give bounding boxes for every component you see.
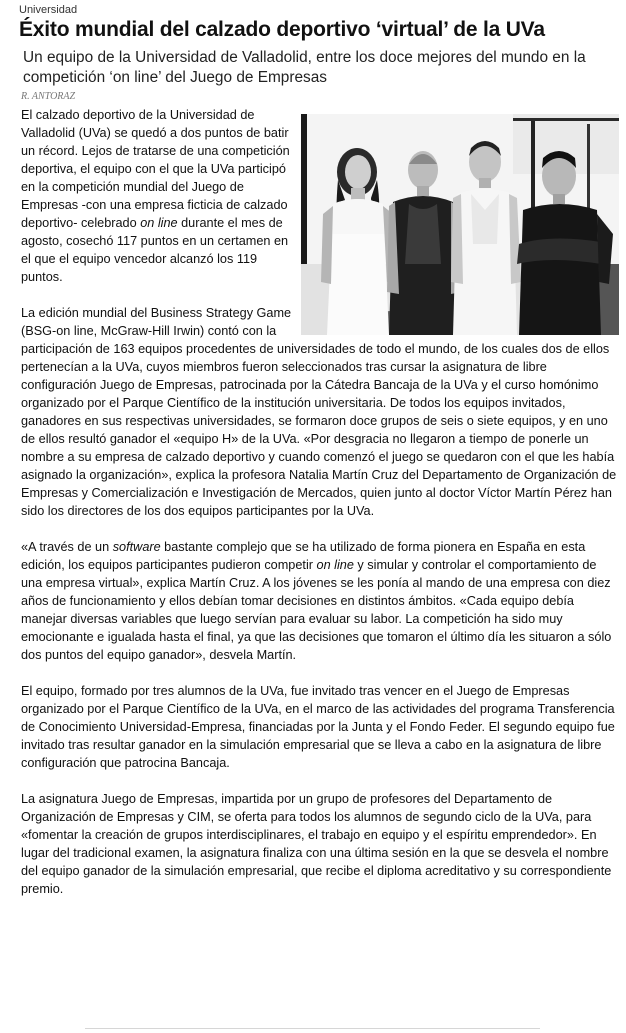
paragraph-3: [21, 538, 621, 664]
paragraph-text: El calzado deportivo de la Universidad de Valladolid (UVa) se quedó a dos puntos de batir un récord. Lejos de tratarse de una competición deportiva, el equipo con el que la UVa participó en la competición mundial del Juego de Empresas -con una empresa ficticia de calzado deportivo- celebrado: [21, 108, 290, 230]
paragraph-text: La edición mundial del Business Strategy Game (BSG-on line, McGraw-Hill Irwin) contó con la participación de 163 equipos procedentes de universidades de todo el mundo, de los cuales dos de ellos pertenecían a la UVa, cuyos miembros fueron seleccionados tras cursar la asignatura de libre configuración Juego de Empresas, patrocinada por la Cátedra Bancaja de la UVa y el curso homónimo organizado por el Parque Científico de la institución universitaria. De todos los equipos invitados, ganadores en sus respectivas universidades, se formaron doce grupos de seis o siete equipos, y en uno de ellos resultó ganador el «equipo H» de la UVa. «Por desgracia no llegaron a tiempo de ponerle un nombre a su empresa de calzado deportivo y cuando comenzó el juego se quedaron con el que les había asignado la organización», explica la profesora Natalia Martín Cruz del Departamento de Organización de Empresas y Comercialización e Investigación de Mercados, quien junto al doctor Víctor Martín Pérez han sido los directores de los dos equipos participantes por la UVa.: [21, 306, 617, 518]
byline: R. ANTORAZ: [21, 91, 76, 102]
headline: Éxito mundial del calzado deportivo ‘virtual’ de la UVa: [19, 18, 545, 41]
paragraph-text: y simular y controlar el comportamiento de una empresa virtual», explica Martín Cruz. A los jóvenes se les ponía al mando de una empresa con diez años de funcionamiento y ellos debían tomar decisiones en distintos ámbitos. «Cada equipo debía manejar diversas variables que luego servían para evaluar su labor. La competición ha sido muy emocionante e igualada hasta el final, ya que las decisiones que tomaron el último día les situaron a sólo dos puntos del equipo ganador», desvela Martín.: [21, 558, 612, 662]
team-photo: [301, 114, 619, 335]
subtitle: Un equipo de la Universidad de Valladolid, entre los doce mejores del mundo en la competición ‘on line’ del Juego de Empresas: [23, 49, 586, 86]
article-body: [21, 106, 621, 898]
paragraph-5: [21, 790, 621, 898]
paragraph-text: «A través de un: [21, 540, 113, 554]
paragraph-text: La asignatura Juego de Empresas, impartida por un grupo de profesores del Departamento de Organización de Empresas y CIM, se oferta para todos los alumnos de segundo ciclo de la UVa, para «fomentar la creación de grupos interdisciplinares, el trabajo en equipo y el espíritu emprendedor». En lugar del tradicional examen, la asignatura finaliza con una última sesión en la que se desvela el nombre del equipo ganador de la simulación empresarial, que recibe el diploma acreditativo y su correspondiente premio.: [21, 792, 612, 896]
italic-text: on line: [140, 216, 178, 230]
section-label: Universidad: [19, 4, 78, 16]
italic-text: on line: [316, 558, 354, 572]
paragraph-4: [21, 682, 621, 772]
paragraph-text: durante el mes de agosto, cosechó 117 puntos en un certamen en el que el equipo vencedor alcanzó los 119 puntos.: [21, 216, 289, 284]
paragraph-text: bastante complejo que se ha utilizado de forma pionera en España en esta edición, los equipos participantes pudieron competir: [21, 540, 586, 572]
team-photo-image: [301, 114, 619, 335]
paragraph-text: El equipo, formado por tres alumnos de la UVa, fue invitado tras vencer en el Juego de Empresas organizado por el Parque Científico de la UVa, en el marco de las actividades del programa Transferencia de Conocimiento Universidad-Empresa, financiadas por la Junta y el Fondo Feder. El segundo equipo fue invitado tras resultar ganador en la simulación empresarial que se lleva a cabo en la asignatura de libre configuración que patrocina Bancaja.: [21, 684, 615, 770]
italic-text: software: [112, 540, 161, 554]
bottom-divider: [85, 1028, 540, 1029]
paragraph-2: [21, 304, 621, 520]
